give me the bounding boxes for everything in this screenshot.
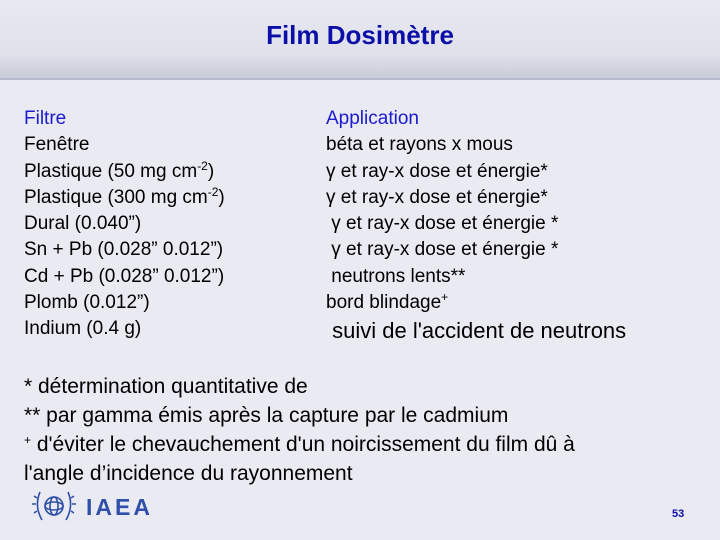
close-paren: ) [218,186,225,208]
filter-item: Plomb (0.012”) [24,292,150,314]
application-item [326,316,626,342]
application-item-text: suivi de l'accident de neutrons [326,318,627,344]
plus-superscript: + [441,290,449,305]
application-column-header: Application [326,108,419,129]
filter-item: Dural (0.040”) [24,213,142,235]
footnote-text: d'éviter le chevauchement d'un noircissement du film dû à [31,433,575,456]
logo-text: IAEA [86,494,153,520]
application-item: γ et ray-x dose et énergie* [326,186,548,208]
page-number: 53 [672,508,685,520]
footnotes [24,372,704,488]
application-item [326,290,626,316]
application-item: γ et ray-x dose et énergie* [326,160,548,182]
filter-item: Fenêtre [24,134,90,156]
filter-item: Sn + Pb (0.028” 0.012”) [24,239,224,261]
exponent: -2 [207,184,219,199]
filter-item [24,185,225,211]
filter-item: Cd + Pb (0.028” 0.012”) [24,265,225,287]
application-column [326,106,626,343]
exponent: -2 [197,158,208,173]
filter-column-header: Filtre [24,108,67,129]
filter-item-text: Plastique (300 mg cm [24,186,208,208]
iaea-logo [30,484,190,528]
iaea-emblem-icon [30,484,78,528]
close-paren: ) [207,160,215,182]
application-item: neutrons lents** [326,265,466,287]
application-item: γ et ray-x dose et énergie * [326,213,559,235]
title-bar [0,0,720,80]
application-item: γ et ray-x dose et énergie * [326,239,559,261]
filter-item: Indium (0.4 g) [24,318,142,340]
filter-column [24,106,225,343]
application-item: béta et rayons x mous [326,134,513,156]
footnote: l'angle d’incidence du rayonnement [24,462,353,485]
plus-superscript: + [24,433,32,447]
footnote: ** par gamma émis après la capture par le cadmium [24,404,509,427]
filter-item [24,159,225,185]
application-item-text: bord blindage [326,292,442,314]
footnote [24,430,704,459]
filter-item-text: Plastique (50 mg cm [24,160,198,182]
page-title: Film Dosimètre [266,20,454,50]
footnote: * détermination quantitative de [24,375,308,398]
